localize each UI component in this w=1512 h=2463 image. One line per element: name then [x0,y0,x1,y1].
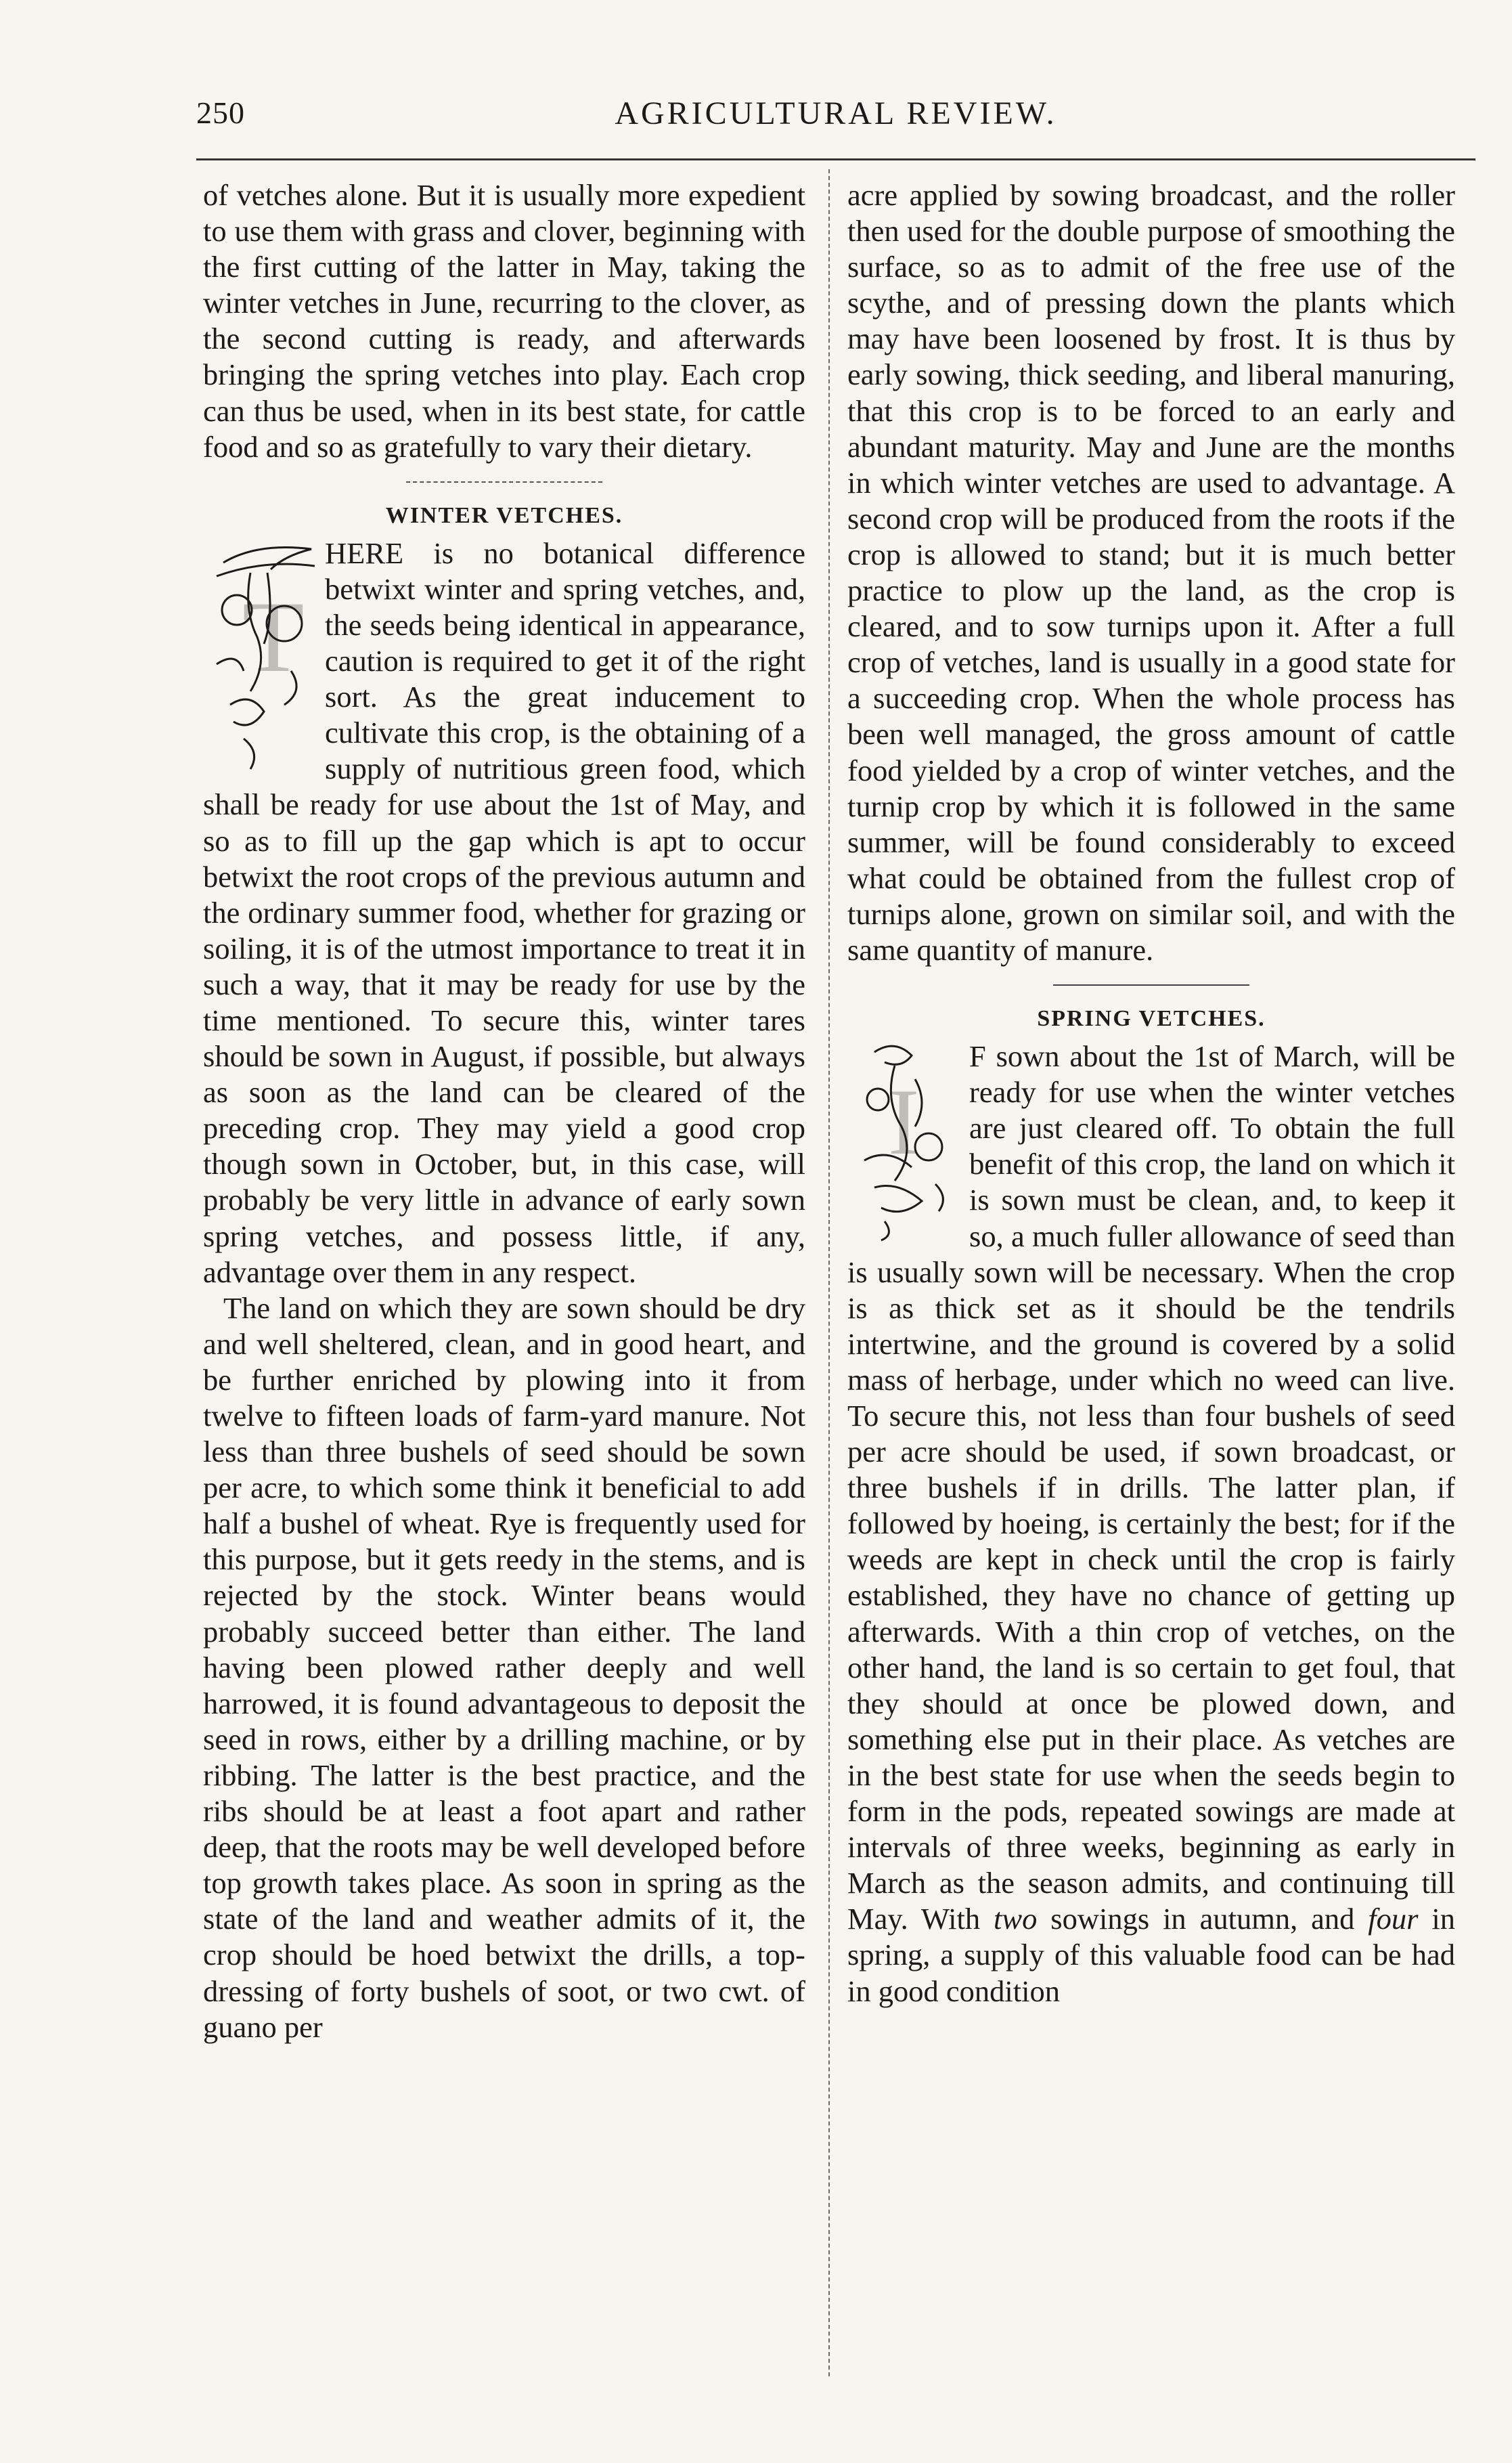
running-title: AGRICULTURAL REVIEW. [615,95,1057,131]
right-continuation-paragraph: acre applied by sowing broadcast, and the roller then used for the double purpose of smoothing the surface, so as to admit of the free use of the scythe, and of pressing down the plants which may have been loosened by frost. It is thus by early sowing, thick seeding, and liberal manuring, that this crop is to be forced to an early and abundant maturity. May and June are the months in which winter vetches are used to advantage. A second crop will be produced from the roots if the crop is allowed to stand; but it is much better practice to plow up the land, as the crop is cleared, and to sow turnips upon it. After a full crop of vetches, land is usually in a good state for a succeeding crop. When the whole process has been well managed, the gross amount of cattle food yielded by a crop of winter vetches, and the turnip crop by which it is followed in the same summer, will be found considerably to exceed what could be obtained from the fullest crop of turnips alone, grown on similar soil, and with the same quantity of manure. [847,178,1455,967]
spring-p1-text-b: sowings in autumn, and [1050,1902,1355,1936]
winter-vetches-heading: WINTER VETCHES. [385,502,623,528]
page-header [196,95,1475,149]
page-number: 250 [196,95,245,130]
ornamental-dropcap-i [847,1039,962,1242]
header-rule [196,158,1475,160]
ornamental-t-icon [203,536,318,786]
spring-p1-text-c: in spring, a supply of this valuable food can be had in good condition [847,1902,1456,2008]
svg-text:I: I [888,1070,920,1175]
left-column [203,177,805,2045]
spring-vetches-heading: SPRING VETCHES. [1037,1006,1266,1032]
winter-vetches-paragraph-2: The land on which they are sown should be dry and well sheltered, clean, and in good heart, and be further enriched by plowing into it from twelve to fifteen loads of farm-yard manure. Not less than three bushels of seed should be sown per acre, to which some think it beneficial to add half a bushel of wheat. Rye is frequently used for this purpose, but it gets reedy in the stems, and is rejected by the stock. Winter beans would probably succeed better than either. The land having been plowed rather deeply and well harrowed, it is found advantageous to deposit the seed in rows, either by a drilling machine, or by ribbing. The latter is the best practice, and the ribs should be at least a foot apart and rather deep, that the roots may be well developed before top growth takes place. As soon in spring as the state of the land and weather admits of it, the crop should be hoed betwixt the drills, a top-dressing of forty bushels of soot, or two cwt. of guano per [203,1290,805,2044]
ornamental-dropcap-t [203,536,318,786]
section-divider [203,465,805,500]
svg-text:T: T [242,580,305,693]
winter-p1-text: HERE is no botanical difference betwixt winter and spring vetches, and, the seeds being identical in appearance, caution is required to get it of the right sort. As the great inducement to cultivate this crop, is the obtaining of a supply of nutritious green food, which shall be ready for use about the 1st of May, and so as to fill up the gap which is apt to occur betwixt the root crops of the previous autumn and the ordinary summer food, whether for grazing or soiling, it is of the utmost importance to treat it in such a way, that it may be ready for use by the time mentioned. To secure this, winter tares should be sown in August, if possible, but always as soon as the land can be cleared of the preceding crop. They may yield a good crop though sown in October, but, in this case, will probably be very little in advance of early sown spring vetches, and possess little, if any, advantage over them in any respect. [203,536,805,1289]
left-continuation-paragraph: of vetches alone. But it is usually more expedient to use them with grass and clover, beginning with the first cutting of the latter in May, taking the winter vetches in June, recurring to the clover, as the second cutting is ready, and afterwards bringing the spring vetches into play. Each crop can thus be used, when in its best state, for cattle food and so as gratefully to vary their dietary. [203,178,805,464]
spring-emphasis-two: two [994,1902,1038,1936]
ornamental-i-icon [847,1039,962,1242]
spring-p1-text-a: F sown about the 1st of March, will be ready for use when the winter vetches are just cleared off. To obtain the full benefit of this crop, the land on which it is sown must be clean, and, to keep it so, a much fuller allowance of seed than is usually sown will be necessary. When the crop is as thick set as it should be the tendrils intertwine, and the ground is covered by a solid mass of herbage, under which no weed can live. To secure this, not less than four bushels of seed per acre should be used, if sown broadcast, or three bushels if in drills. The latter plan, if followed by hoeing, is certainly the best; for if the weeds are kept in check until the crop is fairly established, they have no chance of getting up afterwards. With a thin crop of vetches, on the other hand, the land is so certain to get foul, that they should at once be plowed down, and something else put in their place. As vetches are in the best state for use when the seeds begin to form in the pods, repeated sowings are made at intervals of three weeks, beginning as early in March as the season admits, and continuing till May. With [847,1039,1455,1936]
column-divider [828,169,830,2376]
right-column [847,177,1455,2009]
spring-emphasis-four: four [1368,1902,1419,1936]
section-divider-rule [847,968,1455,1003]
